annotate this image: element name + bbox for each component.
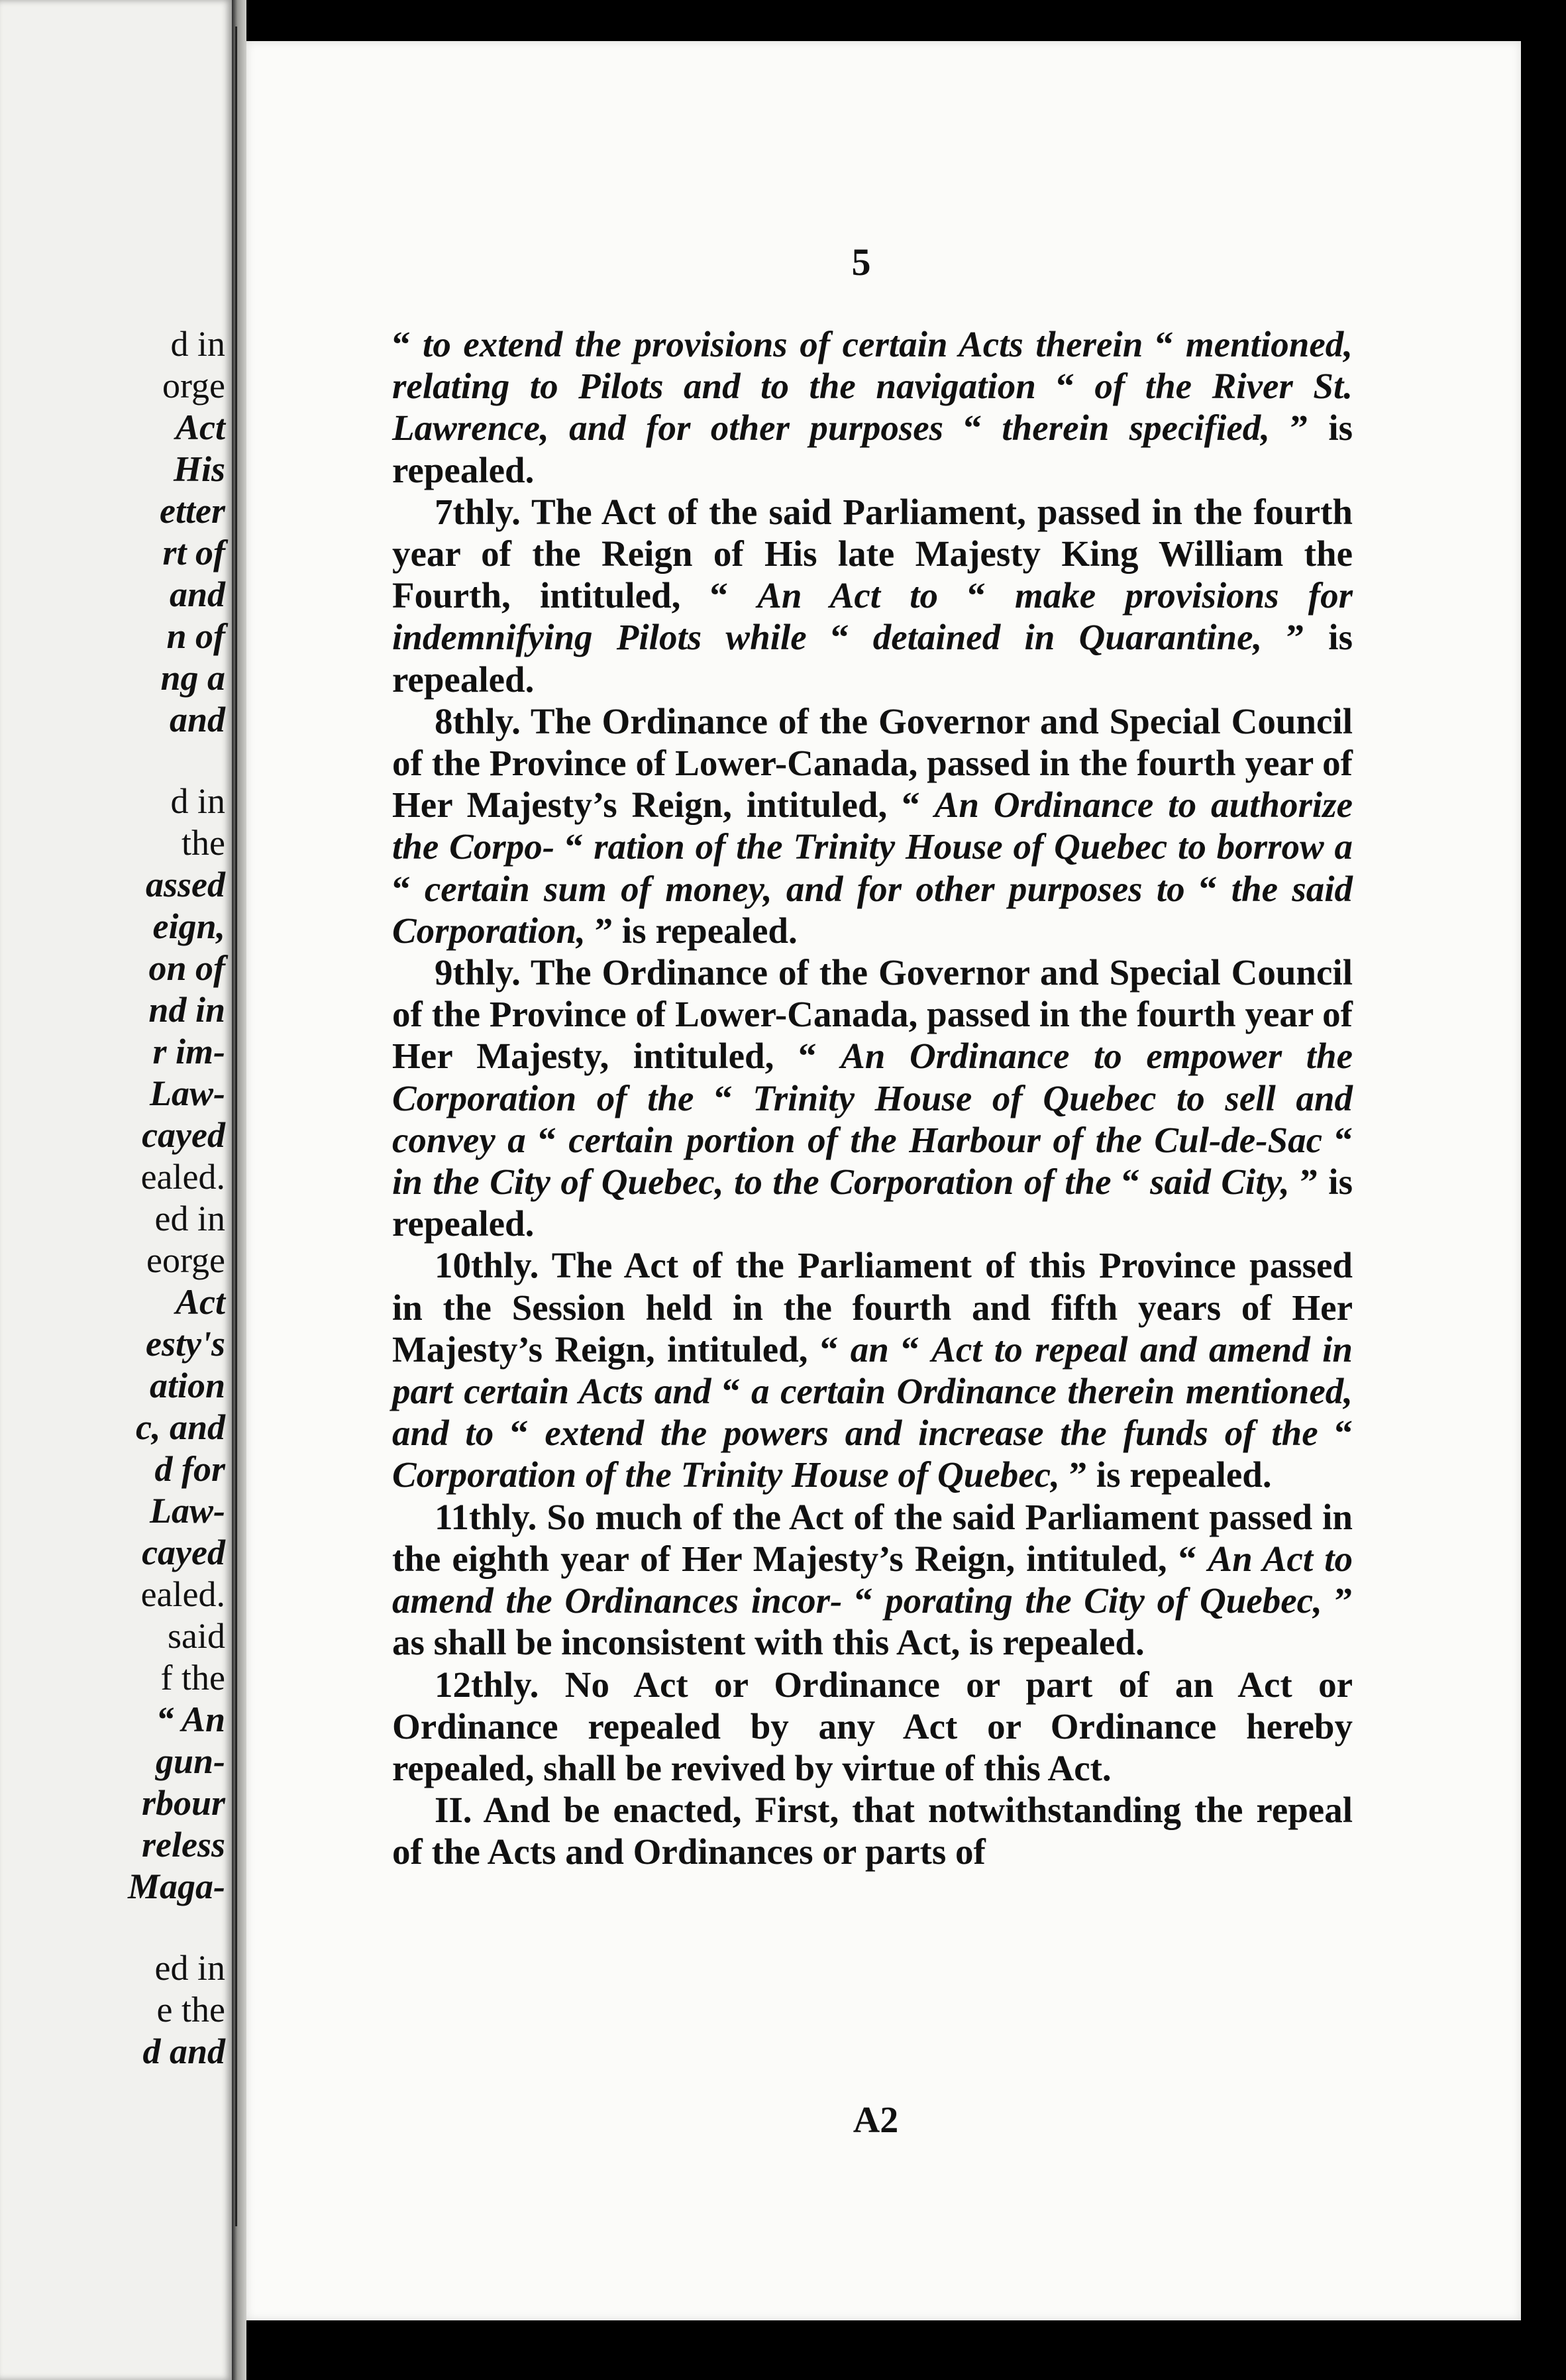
paragraph: 12thly. No Act or Ordinance or part of an Act or Ordinance repealed by any Act or Ordinance hereby repealed, shall be revived by virtue of this Act. [392, 1664, 1353, 1788]
left-page-line: rbour [141, 1783, 225, 1823]
left-page-line: and [169, 574, 225, 614]
left-page-text-column [13, 323, 225, 2073]
left-page-line: said [168, 1616, 225, 1656]
left-page-line: cayed [142, 1533, 225, 1572]
left-page-line: Act [176, 407, 225, 447]
paragraph: 8thly. The Ordinance of the Governor and Special Council of the Province of Lower-Canada, passed in the fourth year of Her Majesty’s Reign, intituled, “ An Ordinance to authorize the Corpo- “ ration of the Trinity House of Quebec to borrow a “ certain sum of money, and for other purposes to “ the said Corporation, ” is repealed. [392, 700, 1353, 951]
paragraph: 9thly. The Ordinance of the Governor and Special Council of the Province of Lower-Canada, passed in the fourth year of Her Majesty, intituled, “ An Ordinance to empower the Corporation of the “ Trinity House of Quebec to sell and convey a “ certain portion of the Harbour of the Cul-de-Sac “ in the City of Quebec, to the Corporation of the “ said City, ” is repealed. [392, 952, 1353, 1244]
left-page-line: etter [160, 491, 225, 531]
left-page-line: rt of [162, 533, 225, 572]
left-page-line: and [169, 700, 225, 739]
left-page-line: Law- [150, 1073, 225, 1113]
left-page-line: d and [142, 2031, 225, 2071]
paragraph: II. And be enacted, First, that notwithstanding the repeal of the Acts and Ordinances or parts of [392, 1790, 1353, 1872]
left-page-line: c, and [136, 1407, 225, 1447]
left-page-line: ealed. [140, 1574, 225, 1614]
left-page-line: nd in [148, 990, 225, 1030]
left-page-line: d for [154, 1449, 225, 1489]
left-page-line: n of [166, 616, 225, 656]
left-page-line: Law- [150, 1491, 225, 1531]
left-page-line: Maga- [128, 1866, 225, 1906]
left-page-line: on of [148, 948, 225, 988]
left-page-line: orge [162, 366, 225, 406]
left-page-line [13, 741, 225, 781]
left-page-line: ealed. [140, 1157, 225, 1197]
paragraph: 11thly. So much of the Act of the said Parliament passed in the eighth year of Her Majesty’s Reign, intituled, “ An Act to amend the Ordinances incor- “ porating the City of Quebec, ” as shall be inconsistent with this Act, is repealed. [392, 1496, 1353, 1663]
left-page-line: ation [149, 1366, 225, 1405]
left-page-line: ng a [160, 658, 225, 698]
page-number: 5 [851, 241, 871, 284]
left-page-line: r im- [152, 1032, 225, 1071]
paragraph: 10thly. The Act of the Parliament of this Province passed in the Session held in the fourth and fifth years of Her Majesty’s Reign, intituled, “ an “ Act to repeal and amend in part certain Acts and “ a certain Ordinance therein mentioned, and to “ extend the powers and increase the funds of the “ Corporation of the Trinity House of Quebec, ” is repealed. [392, 1245, 1353, 1495]
signature-mark: A2 [853, 2100, 899, 2141]
left-page-line: gun- [155, 1741, 225, 1781]
left-page-line: eorge [146, 1240, 225, 1280]
left-page-line: cayed [142, 1115, 225, 1155]
gutter-shadow-line [235, 27, 237, 2226]
left-page-line: d in [170, 781, 225, 821]
paragraph: 7thly. The Act of the said Parliament, passed in the fourth year of the Reign of His late Majesty King William the Fourth, intituled, “ An Act to “ make provisions for indemnifying Pilots while “ detained in Quarantine, ” is repealed. [392, 491, 1353, 700]
paragraph: “ to extend the provisions of certain Acts therein “ mentioned, relating to Pilots and to the navigation “ of the River St. Lawrence, and for other purposes “ therein specified, ” is repealed. [392, 324, 1353, 490]
left-page-line: eign, [152, 906, 225, 946]
left-page-line: ed in [154, 1948, 225, 1988]
left-page-line: ed in [154, 1199, 225, 1238]
left-page-fragment [0, 0, 232, 2380]
left-page-line: the [182, 823, 225, 863]
left-page-line: His [173, 449, 225, 489]
left-page-line: “ An [156, 1700, 225, 1739]
left-page-line [13, 1908, 225, 1947]
left-page-line: esty's [146, 1324, 225, 1364]
left-page-line: d in [170, 324, 225, 364]
left-page-line: assed [146, 865, 225, 904]
left-page-line: Act [176, 1282, 225, 1322]
body-text [392, 323, 1353, 1873]
book-gutter [232, 0, 246, 2380]
left-page-line: reless [142, 1825, 225, 1865]
left-page-line: e the [156, 1990, 225, 2029]
left-page-line: f the [160, 1658, 225, 1698]
